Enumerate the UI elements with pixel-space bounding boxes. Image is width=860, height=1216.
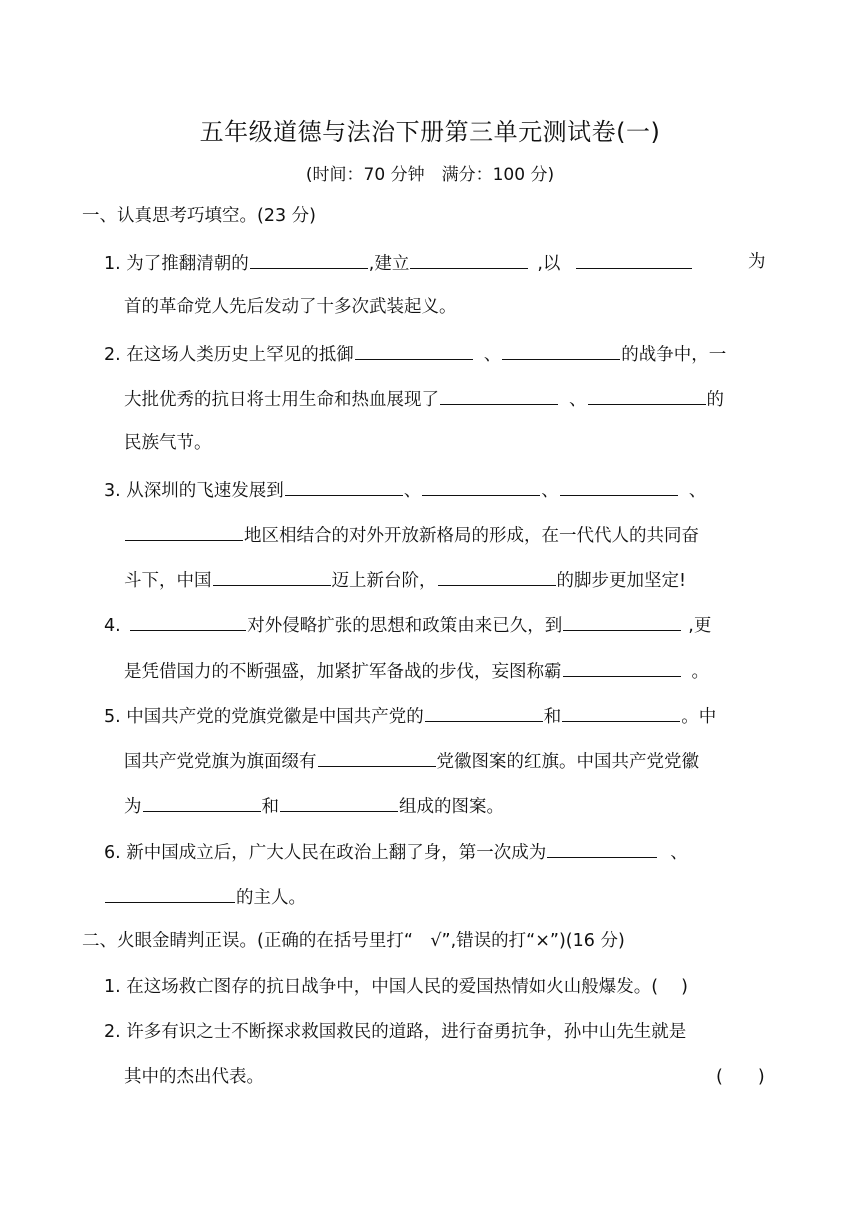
question-text-line: [104, 884, 306, 910]
question-text: 是凭借国力的不断强盛，加紧扩军备战的步伐，妄图称霸: [124, 662, 562, 682]
question-text: 和: [543, 707, 562, 727]
question-text: 为了推翻清朝的: [126, 254, 249, 274]
page-subtitle: (时间：70 分钟 满分：100 分): [305, 165, 555, 185]
answer-blank[interactable]: [576, 250, 692, 269]
question-text: 党徽图案的红旗。中国共产党党徽: [436, 752, 699, 772]
question-text: 在这场救亡图存的抗日战争中，中国人民的爱国热情如火山般爆发。( ): [126, 977, 688, 997]
question-text: ,更: [688, 616, 712, 636]
answer-blank[interactable]: [502, 341, 620, 360]
answer-blank[interactable]: [588, 386, 706, 405]
question-text-line: [124, 386, 724, 412]
question-1-3: [104, 477, 706, 503]
question-number: 2.: [104, 1022, 121, 1042]
question-text: 大批优秀的抗日将士用生命和热血展现了: [124, 390, 439, 410]
question-text: 迈上新台阶，: [331, 571, 437, 591]
answer-blank[interactable]: [560, 477, 678, 496]
question-text: 许多有识之士不断探求救国救民的道路，进行奋勇抗争，孙中山先生就是: [126, 1022, 687, 1042]
answer-blank[interactable]: [563, 612, 681, 631]
question-number: 6.: [104, 843, 121, 863]
question-text: 新中国成立后，广大人民在政治上翻了身，第一次成为: [126, 843, 547, 863]
answer-blank[interactable]: [250, 250, 368, 269]
section2-heading: 二、火眼金睛判正误。(正确的在括号里打“ √”,错误的打“×”)(16 分): [82, 931, 625, 951]
answer-blank[interactable]: [285, 477, 403, 496]
answer-blank[interactable]: [280, 793, 398, 812]
question-2-1: [104, 975, 688, 999]
question-text: 中国共产党的党旗党徽是中国共产党的: [126, 707, 424, 727]
question-text: 组成的图案。: [399, 797, 504, 817]
question-text: 在这场人类历史上罕见的抵御: [126, 345, 354, 365]
question-number: 4.: [104, 616, 121, 636]
question-number: 5.: [104, 707, 121, 727]
question-text: 对外侵略扩张的思想和政策由来已久，到: [247, 616, 563, 636]
answer-blank[interactable]: [105, 884, 235, 903]
question-text-line: [124, 567, 686, 593]
question-text-line: [124, 522, 699, 548]
question-text: 、: [541, 481, 559, 501]
question-text: 地区相结合的对外开放新格局的形成，在一代代人的共同奋: [244, 526, 699, 546]
question-text: 。中: [681, 707, 717, 727]
question-number: 2.: [104, 345, 121, 365]
question-1-2: [104, 341, 726, 367]
answer-blank[interactable]: [562, 703, 680, 722]
question-text: 的战争中，一: [621, 345, 727, 365]
question-text: 、: [670, 843, 688, 863]
question-text-line: [124, 748, 699, 774]
question-text-line: [124, 658, 709, 684]
question-text: 、: [403, 481, 422, 501]
section1-heading: 一、认真思考巧填空。(23 分): [82, 206, 316, 226]
question-text: ,以: [537, 254, 561, 274]
question-1-4: [104, 612, 711, 638]
page-title: 五年级道德与法治下册第三单元测试卷(一): [199, 118, 661, 146]
answer-blank[interactable]: [438, 567, 556, 586]
question-text: ,建立: [368, 254, 410, 274]
answer-blank[interactable]: [143, 793, 261, 812]
question-2-2: [104, 1020, 686, 1044]
answer-blank[interactable]: [547, 839, 657, 858]
question-text: 首的革命党人先后发动了十多次武装起义。: [124, 297, 457, 317]
answer-blank[interactable]: [425, 703, 543, 722]
question-text: 、: [688, 481, 707, 501]
question-1-6: [104, 839, 688, 865]
question-text: 国共产党党旗为旗面缀有: [124, 752, 317, 772]
question-text: 为: [748, 252, 766, 272]
question-text: 从深圳的飞速发展到: [126, 481, 284, 501]
question-1-5: [104, 703, 716, 729]
question-number: 3.: [104, 481, 121, 501]
question-text: 民族气节。: [124, 433, 212, 453]
answer-blank[interactable]: [130, 612, 246, 631]
question-text: 和: [261, 797, 279, 817]
question-text: 斗下，中国: [124, 571, 212, 591]
answer-blank[interactable]: [440, 386, 558, 405]
question-1-1: [104, 250, 693, 276]
question-text: 、: [569, 390, 587, 410]
answer-parentheses[interactable]: ( ): [716, 1067, 765, 1087]
answer-blank[interactable]: [213, 567, 331, 586]
question-text: 其中的杰出代表。: [124, 1067, 264, 1087]
question-text-line: [124, 793, 504, 819]
question-text: 的: [706, 390, 724, 410]
answer-blank[interactable]: [563, 658, 681, 677]
answer-blank[interactable]: [125, 522, 243, 541]
question-number: 1.: [104, 977, 121, 997]
question-text: 的脚步更加坚定!: [556, 571, 687, 591]
question-text: 为: [124, 797, 142, 817]
question-text: 、: [483, 345, 502, 365]
question-text: 的主人。: [236, 888, 306, 908]
answer-blank[interactable]: [355, 341, 473, 360]
question-text: 。: [691, 662, 709, 682]
answer-blank[interactable]: [410, 250, 528, 269]
answer-blank[interactable]: [422, 477, 540, 496]
question-number: 1.: [104, 254, 121, 274]
answer-blank[interactable]: [318, 748, 436, 767]
